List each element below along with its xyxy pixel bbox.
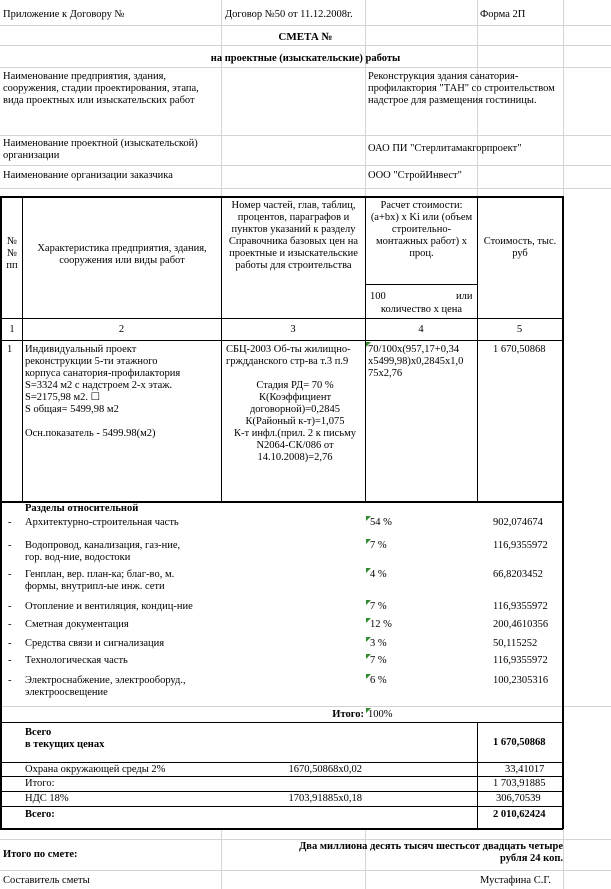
subtotal-label: Итого: — [332, 709, 364, 720]
estimate-subtitle: на проектные (изыскательские) работы — [210, 53, 401, 64]
section-cost: 116,9355972 — [493, 655, 548, 666]
section-cost: 116,9355972 — [493, 601, 548, 612]
section-dash: - — [8, 517, 12, 528]
section-cost: 116,9355972 — [493, 540, 548, 551]
col-header-calc-100: 100 — [370, 291, 386, 302]
env-label: Охрана окружающей среды 2% — [25, 764, 166, 775]
col-header-ref: Номер частей, глав, таблиц, процентов, параграфов и пунктов указаний к разделу Справочника базовых цен на проектные и изыскательские работы для строительства — [228, 200, 359, 271]
section-cost: 100,2305316 — [493, 675, 549, 686]
section-dash: - — [8, 601, 12, 612]
section-cost: 50,115252 — [493, 638, 538, 649]
composer-label: Составитель сметы — [3, 875, 90, 886]
subtotal-pct: 100% — [368, 709, 393, 720]
composer-name: Мустафина С.Г. — [480, 875, 551, 886]
info-value-object: Реконструкция здания санатория-профилактория "ТАН" со строительством надстрое для размещения гостиницы. — [368, 71, 555, 106]
main-row-num: 1 — [7, 344, 13, 355]
col-index: 3 — [290, 324, 296, 335]
attachment-label: Приложение к Договору № — [3, 9, 125, 20]
section-pct: 4 % — [370, 569, 387, 580]
info-label-object: Наименование предприятия, здания, сооружения, стадии проектирования, этапа, вида проектных или изыскательских работ — [3, 71, 199, 106]
col-index: 5 — [516, 324, 523, 335]
itogo-label: Итого: — [25, 778, 55, 789]
vat-cost: 306,70539 — [496, 793, 541, 804]
sections-title: Разделы относительной — [25, 503, 139, 514]
info-value-customer: ООО "СтройИнвест" — [368, 170, 462, 181]
env-calc: 1670,50868x0,02 — [288, 764, 362, 775]
section-pct: 7 % — [370, 540, 387, 551]
info-label-customer: Наименование организации заказчика — [3, 170, 173, 181]
itogo-cost: 1 703,91885 — [493, 778, 546, 789]
col-index: 1 — [9, 324, 15, 335]
total-current-label: Всего в текущих ценах — [25, 727, 105, 750]
section-dash: - — [8, 675, 12, 686]
main-row-desc: Индивидуальный проект реконструкции 5-ти этажного корпуса санатория-профилактория S=3324 м2 с надстроем 2-х этаж. S=2175,98 м2. ☐ S общая= 5499,98 м2 Осн.показатель - 5499.98(м2) — [25, 344, 181, 439]
section-pct: 7 % — [370, 655, 387, 666]
total-in-words: Два миллиона десять тысяч шестьсот двадцать четыре рубля 24 коп. — [299, 841, 563, 864]
section-pct: 7 % — [370, 601, 387, 612]
section-dash: - — [8, 619, 12, 630]
section-cost: 902,074674 — [493, 517, 543, 528]
col-header-num: № № пп — [6, 236, 18, 271]
col-header-desc: Характеристика предприятия, здания, сооружения или виды работ — [37, 243, 207, 266]
main-row-ref: СБЦ-2003 Об-ты жилищно- грждданского стр-ва т.3 п.9 Стадия РД= 70 % К(Коэффициент договорной)=0,2845 К(Районый к-т)=1,075 К-т инфл.(прил. 2 к письму N2064-СК/086 от 14.10.2008)=2,76 — [226, 344, 357, 463]
section-pct: 54 % — [370, 517, 392, 528]
estimate-title: СМЕТА № — [278, 31, 333, 43]
section-name: Генплан, вер. план-ка; благ-во, м. формы, внутрипл-ые инж. сети — [25, 569, 175, 592]
section-name: Отопление и вентиляция, кондиц-ние — [25, 601, 193, 612]
contract-label: Договор №50 от 11.12.2008г. — [225, 9, 353, 20]
section-cost: 200,4610356 — [493, 619, 549, 630]
section-dash: - — [8, 540, 12, 551]
estimate-total-label: Итого по смете: — [3, 849, 78, 860]
vat-label: НДС 18% — [25, 793, 69, 804]
env-cost: 33,41017 — [505, 764, 545, 775]
col-index: 2 — [118, 324, 125, 335]
col-index: 4 — [418, 324, 424, 335]
vat-calc: 1703,91885x0,18 — [288, 793, 362, 804]
section-pct: 3 % — [370, 638, 387, 649]
section-dash: - — [8, 569, 12, 580]
grand-total-label: Всего: — [25, 809, 55, 820]
section-cost: 66,8203452 — [493, 569, 543, 580]
main-row-calc: 70/100x(957,17+0,34 x5499,98)x0,2845x1,0 75x2,76 — [368, 344, 464, 379]
section-name: Средства связи и сигнализация — [25, 638, 165, 649]
info-label-designer: Наименование проектной (изыскательской) организации — [3, 138, 198, 161]
grand-total-cost: 2 010,62424 — [493, 809, 546, 820]
section-pct: 6 % — [370, 675, 387, 686]
main-row-cost: 1 670,50868 — [493, 344, 546, 355]
col-header-calc-or: или — [456, 291, 473, 302]
col-header-calc: Расчет стоимости: (a+bx) x Ki или (объем строительно-монтажных работ) x проц. — [370, 200, 473, 259]
section-name: Сметная документация — [25, 619, 129, 630]
col-header-cost: Стоимость, тыс. руб — [483, 236, 557, 259]
section-dash: - — [8, 638, 12, 649]
section-dash: - — [8, 655, 12, 666]
section-name: Электроснабжение, электрооборуд., электроосвещение — [25, 675, 186, 698]
form-label: Форма 2П — [480, 9, 526, 20]
section-name: Технологическая часть — [25, 655, 128, 666]
section-pct: 12 % — [370, 619, 392, 630]
section-name: Архитектурно-строительная часть — [25, 517, 179, 528]
col-header-calc-qty: количество х цена — [380, 304, 463, 315]
total-current-cost: 1 670,50868 — [493, 737, 546, 748]
section-name: Водопровод, канализация, газ-ние, гор. вод-ние, водостоки — [25, 540, 181, 563]
info-value-designer: ОАО ПИ "Стерлитамакгорпроект" — [368, 143, 522, 154]
